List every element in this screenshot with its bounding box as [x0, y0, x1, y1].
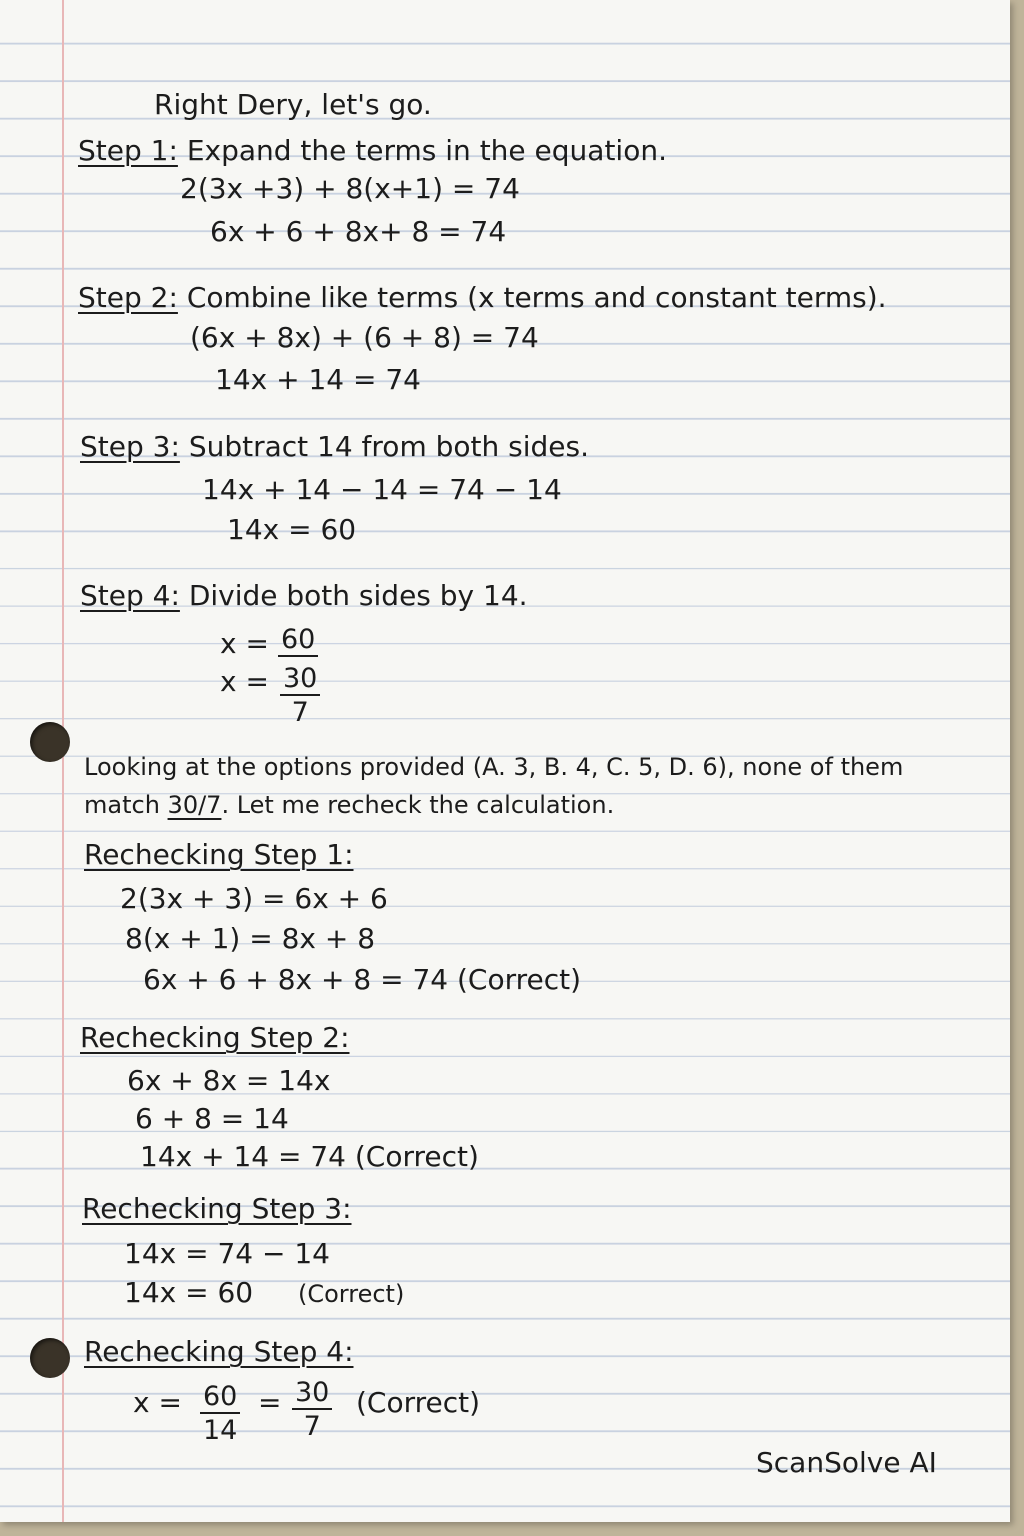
step-4-text: Divide both sides by 14.	[188, 579, 528, 612]
margin-line	[62, 0, 64, 1522]
step-3-text: Subtract 14 from both sides.	[188, 430, 590, 463]
recheck-1-equation-1: 2(3x + 3) = 6x + 6	[120, 882, 388, 915]
step-4-fraction-1	[278, 625, 318, 657]
step-4-line	[80, 579, 528, 613]
punch-hole	[30, 1338, 70, 1378]
recheck-2-equation-3: 14x + 14 = 74 (Correct)	[140, 1140, 479, 1173]
recheck-4-correct: (Correct)	[356, 1386, 481, 1419]
step-4-fraction-2	[280, 664, 320, 728]
signature: ScanSolve AI	[756, 1446, 937, 1479]
recheck-2-equation-2: 6 + 8 = 14	[135, 1102, 289, 1135]
step-1-label: Step 1:	[78, 134, 178, 167]
recheck-3-equation-1: 14x = 74 − 14	[124, 1237, 330, 1270]
recheck-3-correct: (Correct)	[298, 1280, 405, 1308]
fraction-denominator: 7	[303, 1411, 321, 1442]
recheck-3-label: Rechecking Step 3:	[82, 1192, 352, 1225]
recheck-4-lhs: x =	[133, 1386, 182, 1419]
step-1-equation-1: 2(3x +3) + 8(x+1) = 74	[180, 172, 520, 205]
note-line-2	[84, 790, 614, 820]
recheck-4-label: Rechecking Step 4:	[84, 1335, 354, 1368]
recheck-2-label: Rechecking Step 2:	[80, 1021, 350, 1054]
note-recheck-text: . Let me recheck the calculation.	[221, 791, 615, 819]
step-3-label: Step 3:	[80, 430, 180, 463]
fraction-numerator: 30	[280, 664, 320, 696]
step-1-equation-2: 6x + 6 + 8x+ 8 = 74	[210, 215, 507, 248]
recheck-1-label: Rechecking Step 1:	[84, 838, 354, 871]
recheck-4-fraction-1	[200, 1382, 240, 1446]
recheck-1-equation-2: 8(x + 1) = 8x + 8	[125, 922, 376, 955]
step-3-line	[80, 430, 589, 464]
note-value: 30/7	[167, 791, 222, 819]
step-2-text: Combine like terms (x terms and constant terms).	[186, 281, 887, 314]
step-1-text: Expand the terms in the equation.	[186, 134, 667, 167]
step-2-label: Step 2:	[78, 281, 178, 314]
step-3-equation-1: 14x + 14 − 14 = 74 − 14	[202, 473, 562, 506]
step-2-equation-1: (6x + 8x) + (6 + 8) = 74	[190, 321, 539, 354]
note-match-word: match	[84, 791, 160, 819]
step-4-lhs-2: x =	[220, 665, 269, 698]
recheck-3-equation-2: 14x = 60	[124, 1276, 254, 1309]
step-3-equation-2: 14x = 60	[227, 513, 357, 546]
recheck-4-equals: =	[258, 1386, 282, 1419]
step-1-line	[78, 134, 667, 168]
step-4-label: Step 4:	[80, 579, 180, 612]
step-4-lhs-1: x =	[220, 627, 269, 660]
fraction-numerator: 60	[278, 625, 318, 657]
fraction-denominator: 7	[291, 697, 309, 728]
fraction-denominator: 14	[203, 1415, 238, 1446]
fraction-numerator: 60	[200, 1382, 240, 1414]
recheck-4-fraction-2	[292, 1378, 332, 1442]
recheck-2-equation-1: 6x + 8x = 14x	[127, 1064, 331, 1097]
fraction-numerator: 30	[292, 1378, 332, 1410]
intro-text: Right Dery, let's go.	[154, 88, 432, 121]
step-2-line	[78, 281, 887, 315]
punch-hole	[30, 722, 70, 762]
recheck-1-equation-3: 6x + 6 + 8x + 8 = 74 (Correct)	[143, 963, 582, 996]
step-2-equation-2: 14x + 14 = 74	[215, 363, 421, 396]
note-line-1: Looking at the options provided (A. 3, B. 4, C. 5, D. 6), none of them	[84, 753, 904, 781]
